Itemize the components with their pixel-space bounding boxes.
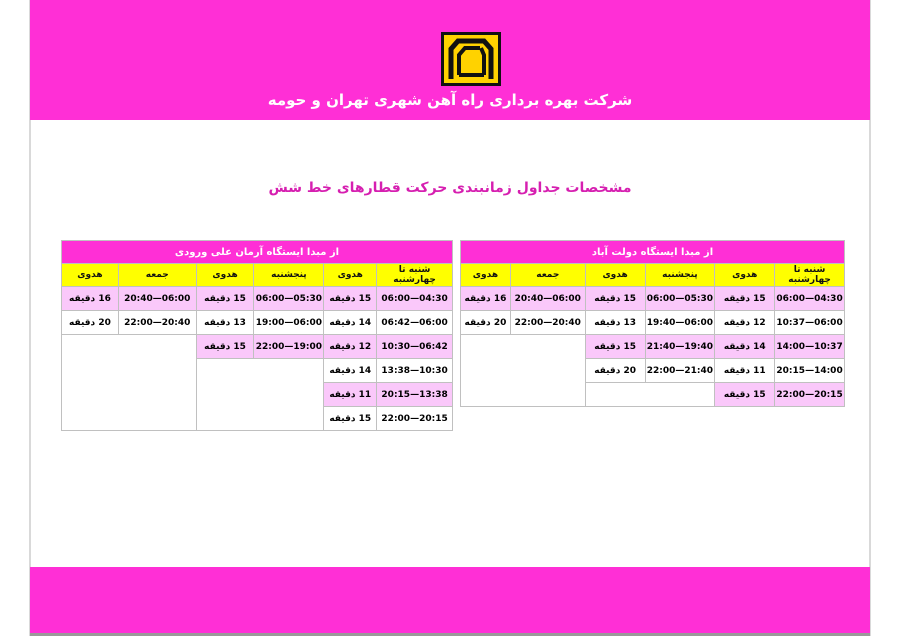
- cell-time: 06:42—10:30: [377, 335, 453, 359]
- cell-interval: 15 دقیقه: [715, 287, 775, 311]
- cell-interval: 12 دقیقه: [324, 335, 377, 359]
- company-name: شرکت بهره برداری راه آهن شهری تهران و حومه: [267, 91, 633, 109]
- cell-time: 13:38—20:15: [377, 383, 453, 407]
- page-title: مشخصات جداول زمانبندی حرکت قطارهای خط شش: [268, 180, 632, 196]
- empty-cell: [62, 335, 197, 431]
- cell-time: 20:15—22:00: [775, 383, 845, 407]
- cell-interval: 15 دقیقه: [715, 383, 775, 407]
- header-interval: هدوی: [585, 264, 645, 287]
- tehran-metro-logo-icon: [441, 32, 501, 86]
- header-interval: هدوی: [715, 264, 775, 287]
- header-thursday: پنجشنبه: [645, 264, 715, 287]
- header-interval: هدوی: [62, 264, 119, 287]
- cell-interval: 16 دقیقه: [461, 287, 511, 311]
- cell-time: 21:40—22:00: [645, 359, 715, 383]
- cell-interval: 14 دقیقه: [324, 311, 377, 335]
- table-row: [461, 287, 845, 311]
- cell-interval: 15 دقیقه: [196, 335, 254, 359]
- header-friday: جمعه: [510, 264, 585, 287]
- cell-interval: 12 دقیقه: [715, 311, 775, 335]
- cell-interval: 20 دقیقه: [461, 311, 511, 335]
- empty-cell: [196, 359, 324, 431]
- cell-time: 10:37—14:00: [775, 335, 845, 359]
- header-interval: هدوی: [324, 264, 377, 287]
- cell-interval: 15 دقیقه: [324, 287, 377, 311]
- cell-interval: 20 دقیقه: [62, 311, 119, 335]
- cell-time: 06:00—10:37: [775, 311, 845, 335]
- cell-interval: 16 دقیقه: [62, 287, 119, 311]
- table-row: [461, 335, 845, 359]
- footer-banner: [30, 567, 870, 636]
- table-row: [62, 287, 453, 311]
- header-banner: [30, 0, 870, 120]
- cell-interval: 13 دقیقه: [585, 311, 645, 335]
- cell-interval: 15 دقیقه: [585, 287, 645, 311]
- cell-time: 20:40—22:00: [118, 311, 196, 335]
- table-header-row: [461, 264, 845, 287]
- schedule-table-dowlat-abad: [460, 240, 845, 407]
- cell-time: 06:00—20:40: [118, 287, 196, 311]
- header-sat-wed: شنبه تا چهارشنبه: [775, 264, 845, 287]
- cell-time: 06:00—19:40: [645, 311, 715, 335]
- table-title: از مبدا ایستگاه آرمان علی ورودی: [62, 241, 453, 264]
- cell-time: 06:00—06:42: [377, 311, 453, 335]
- empty-cell: [461, 335, 586, 407]
- cell-time: 06:00—20:40: [510, 287, 585, 311]
- cell-time: 10:30—13:38: [377, 359, 453, 383]
- header-thursday: پنجشنبه: [254, 264, 324, 287]
- cell-time: 04:30—06:00: [377, 287, 453, 311]
- cell-time: 20:15—22:00: [377, 407, 453, 431]
- table-title: از مبدا ایستگاه دولت آباد: [461, 241, 845, 264]
- header-interval: هدوی: [196, 264, 254, 287]
- cell-time: 14:00—20:15: [775, 359, 845, 383]
- cell-interval: 20 دقیقه: [585, 359, 645, 383]
- table-header-row: [62, 264, 453, 287]
- cell-time: 19:40—21:40: [645, 335, 715, 359]
- header-friday: جمعه: [118, 264, 196, 287]
- schedule-table-arman-ali: [61, 240, 453, 431]
- cell-interval: 14 دقیقه: [324, 359, 377, 383]
- cell-time: 06:00—19:00: [254, 311, 324, 335]
- cell-time: 04:30—06:00: [775, 287, 845, 311]
- cell-interval: 11 دقیقه: [715, 359, 775, 383]
- cell-interval: 15 دقیقه: [196, 287, 254, 311]
- table-row: [461, 311, 845, 335]
- cell-interval: 11 دقیقه: [324, 383, 377, 407]
- cell-interval: 13 دقیقه: [196, 311, 254, 335]
- table-row: [62, 335, 453, 359]
- header-interval: هدوی: [461, 264, 511, 287]
- cell-time: 05:30—06:00: [254, 287, 324, 311]
- cell-interval: 15 دقیقه: [585, 335, 645, 359]
- table-row: [62, 311, 453, 335]
- cell-interval: 15 دقیقه: [324, 407, 377, 431]
- cell-time: 20:40—22:00: [510, 311, 585, 335]
- empty-cell: [585, 383, 715, 407]
- cell-time: 19:00—22:00: [254, 335, 324, 359]
- header-sat-wed: شنبه تا چهارشنبه: [377, 264, 453, 287]
- cell-time: 05:30—06:00: [645, 287, 715, 311]
- cell-interval: 14 دقیقه: [715, 335, 775, 359]
